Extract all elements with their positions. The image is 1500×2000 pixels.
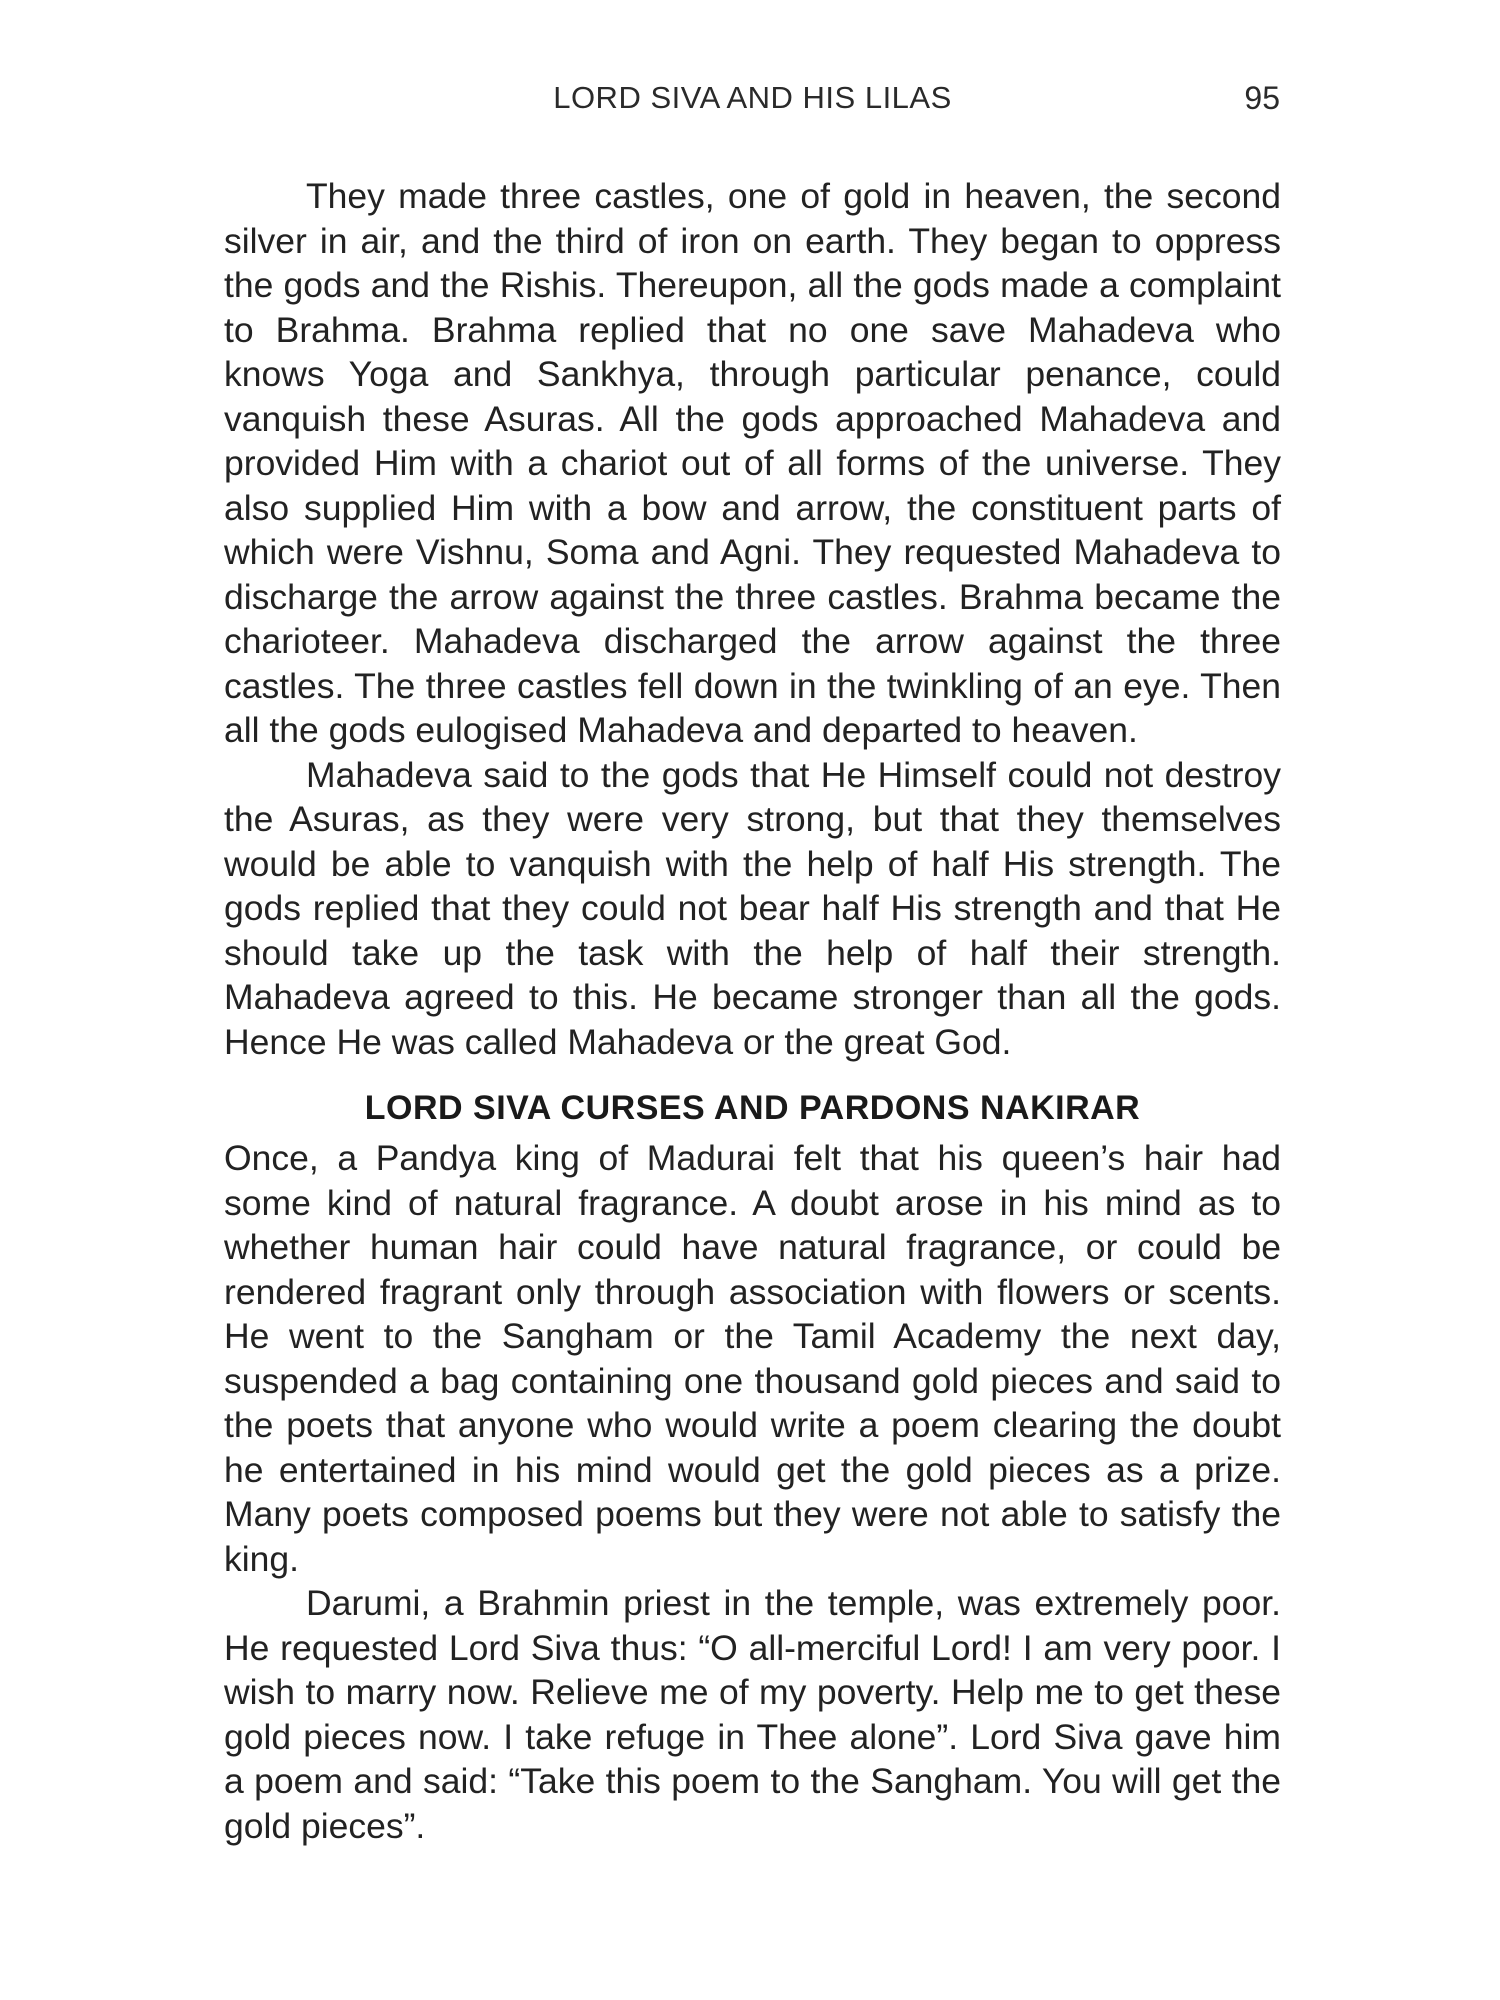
paragraph-mahadeva-strength: Mahadeva said to the gods that He Himself could not destroy the Asuras, as they were very strong, but that they themselves would be able to vanquish with the help of half His strength. The gods replied that they could not bear half His strength and that He should take up the task with the help of half their strength. Mahadeva agreed to this. He became stronger than all the gods. Hence He was called Mahadeva or the great God.: [224, 754, 1281, 1062]
page-number: 95: [1244, 80, 1280, 116]
page-body: [224, 174, 1281, 1848]
running-header: [225, 80, 1280, 120]
paragraph-darumi: Darumi, a Brahmin priest in the temple, was extremely poor. He requested Lord Siva thus: “O all-merciful Lord! I am very poor. I wish to marry now. Relieve me of my poverty. Help me to get these gold pieces now. I take refuge in Thee alone”. Lord Siva gave him a poem and said: “Take this poem to the Sangham. You will get the gold pieces”.: [224, 1583, 1281, 1846]
paragraph-castles: They made three castles, one of gold in heaven, the second silver in air, and the third of iron on earth. They began to oppress the gods and the Rishis. Thereupon, all the gods made a complaint to Brahma. Brahma replied that no one save Mahadeva who knows Yoga and Sankhya, through particular penance, could vanquish these Asuras. All the gods approached Mahadeva and provided Him with a chariot out of all forms of the universe. They also supplied Him with a bow and arrow, the constituent parts of which were Vishnu, Soma and Agni. They requested Mahadeva to discharge the arrow against the three castles. Brahma became the charioteer. Mahadeva discharged the arrow against the three castles. The three castles fell down in the twinkling of an eye. Then all the gods eulogised Mahadeva and departed to heaven.: [224, 176, 1281, 750]
running-title: LORD SIVA AND HIS LILAS: [553, 80, 952, 115]
section-heading: LORD SIVA CURSES AND PARDONS NAKIRAR: [364, 1089, 1141, 1127]
paragraph-pandya-king: Once, a Pandya king of Madurai felt that his queen’s hair had some kind of natural fragrance. A doubt arose in his mind as to whether human hair could have natural fragrance, or could be rendered fragrant only through association with flowers or scents. He went to the Sangham or the Tamil Academy the next day, suspended a bag containing one thousand gold pieces and said to the poets that anyone who would write a poem clearing the doubt he entertained in his mind would get the gold pieces as a prize. Many poets composed poems but they were not able to satisfy the king.: [224, 1138, 1281, 1579]
